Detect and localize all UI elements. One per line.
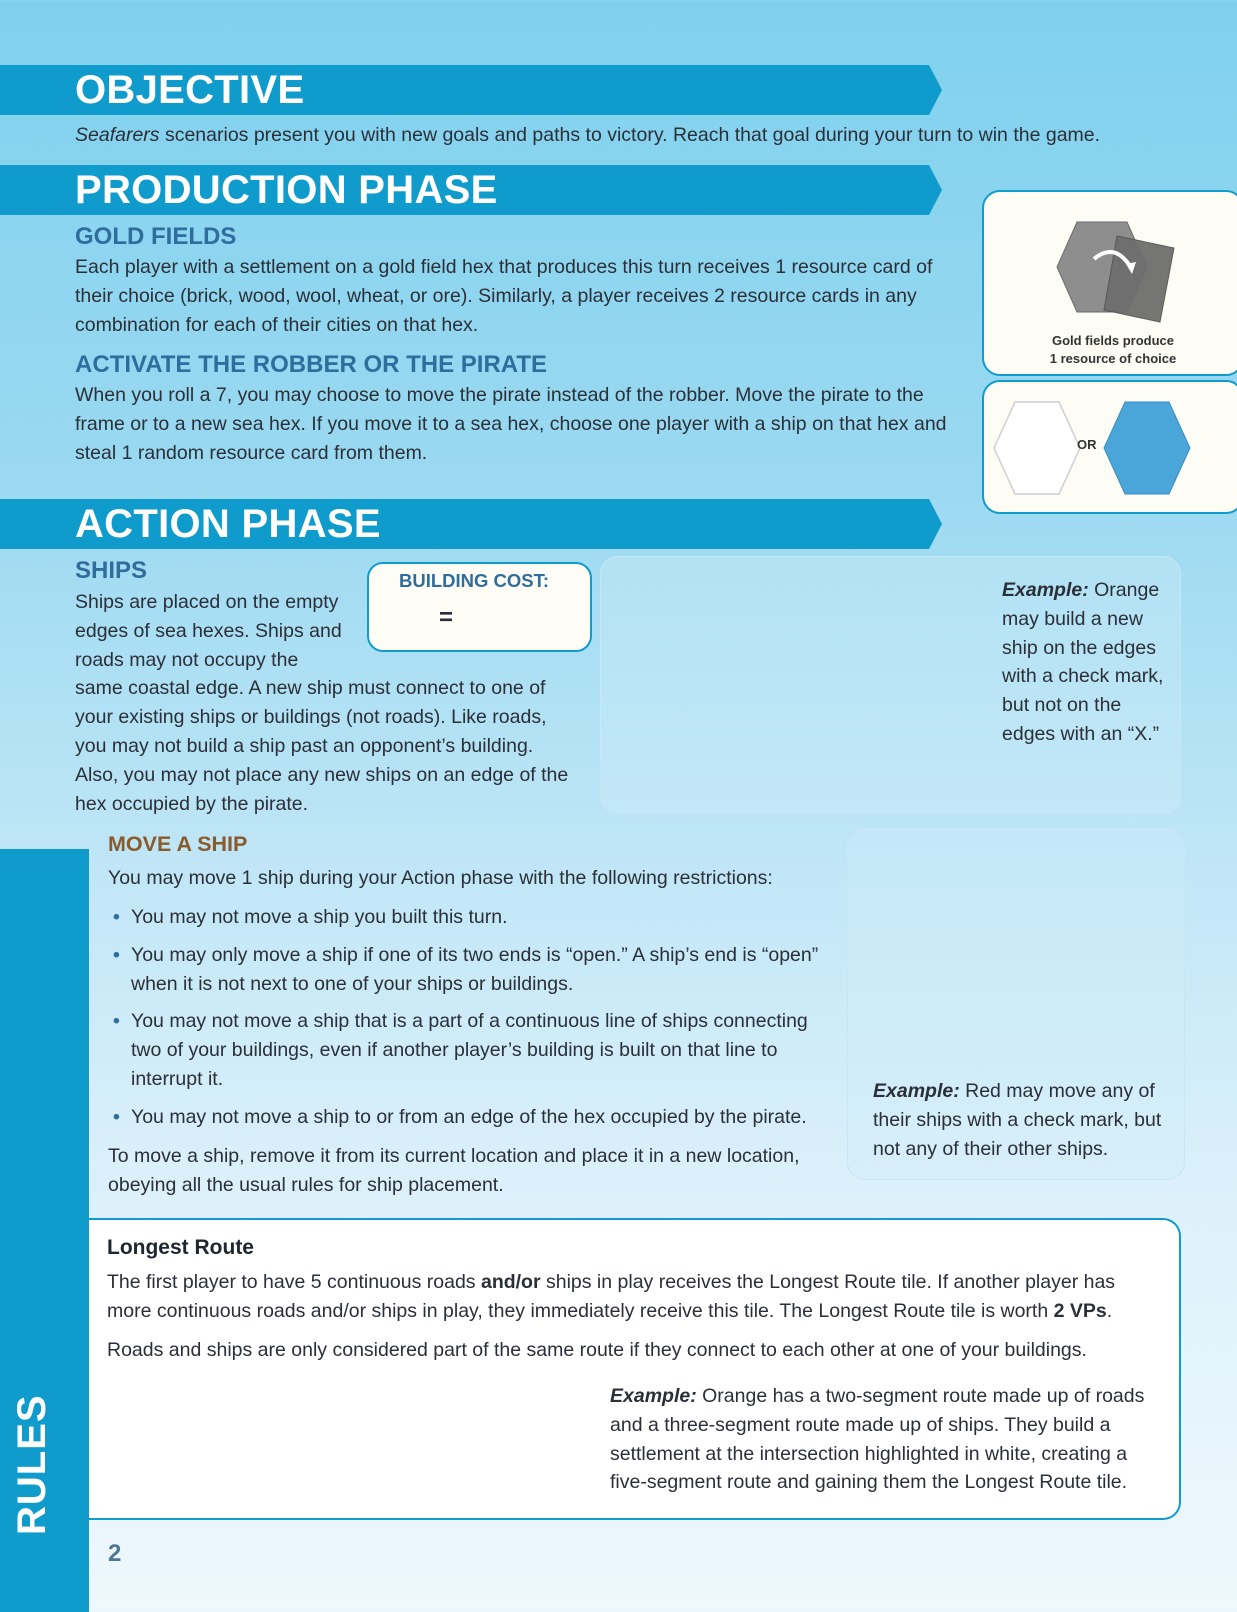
- gold-card-caption-line2: 1 resource of choice: [1049, 351, 1177, 366]
- longest-route-p2: Roads and ships are only considered part of the same route if they connect to each other at one of your buildings.: [107, 1339, 1087, 1361]
- building-cost-equals: =: [439, 604, 454, 631]
- building-cost-label: BUILDING COST:: [399, 570, 550, 591]
- robber-pirate-text: When you roll a 7, you may choose to move the pirate instead of the robber. Move the pirate to the frame or to a new sea hex. If you move it to a sea hex, choose one player with a ship on that hex and steal 1 random resource card from them.: [75, 384, 947, 464]
- sea-hex-icon: [1102, 400, 1192, 496]
- production-heading: PRODUCTION PHASE: [75, 168, 498, 212]
- gold-hex-resource-icon: [1022, 214, 1222, 344]
- move-ship-outro: To move a ship, remove it from its current location and place it in a new location, obeying all the usual rules for ship placement.: [108, 1145, 800, 1196]
- page-number: 2: [108, 1540, 122, 1567]
- move-rule-item: • You may only move a ship if one of its two ends is “open.” A ship’s end is “open” when it is not next to one of your ships or buildings.: [108, 941, 843, 999]
- frame-hex-icon: [992, 400, 1082, 496]
- gold-fields-text: Each player with a settlement on a gold field hex that produces this turn receives 1 resource card of their choice (brick, wood, wool, wheat, or ore). Similarly, a player receives 2 resource cards in any combination for each of their cities on that hex.: [75, 256, 933, 336]
- ships-example: Example: Orange may build a new ship on the edges with a check mark, but not on the edges with an “X.”: [1002, 579, 1164, 745]
- longest-route-box: [89, 1218, 1181, 1520]
- or-label: OR: [1077, 437, 1097, 452]
- longest-route-p1: The first player to have 5 continuous roads and/or ships in play receives the Longest Route tile. If another player has more continuous roads and/or ships in play, they immediately receive this tile. The Longest Route tile is worth 2 VPs.: [107, 1271, 1116, 1322]
- bullet-icon: •: [113, 906, 120, 928]
- gold-fields-heading: GOLD FIELDS: [75, 223, 237, 250]
- bullet-icon: •: [113, 943, 120, 966]
- objective-text: Seafarers scenarios present you with new goals and paths to victory. Reach that goal during your turn to win the game.: [75, 124, 1101, 146]
- move-rule-item: • You may not move a ship you built this turn.: [108, 903, 843, 932]
- rules-section-label: RULES: [10, 1394, 54, 1535]
- move-rule-item: • You may not move a ship that is a part of a continuous line of ships connecting two of your buildings, even if another player’s building is built on that line to interrupt it.: [108, 1007, 843, 1093]
- move-ship-rules-list: [108, 903, 843, 1141]
- objective-heading: OBJECTIVE: [75, 68, 305, 112]
- ships-text: Ships are placed on the empty edges of sea hexes. Ships and roads may not occupy the same coastal edge. A new ship must connect to one of your existing ships or buildings (not roads). Like roads, you may not build a ship past an opponent’s building. Also, you may not place any new ships on an edge of the hex occupied by the pirate.: [75, 591, 569, 815]
- longest-route-title: Longest Route: [107, 1236, 254, 1259]
- gold-card-caption-line1: Gold fields produce: [1051, 333, 1175, 348]
- bullet-icon: •: [113, 1010, 120, 1033]
- gold-fields-card: [982, 190, 1237, 376]
- robber-pirate-card: [982, 380, 1237, 514]
- move-rule-item: • You may not move a ship to or from an edge of the hex occupied by the pirate.: [108, 1103, 843, 1132]
- move-example: Example: Red may move any of their ships with a check mark, but not any of their other ships.: [873, 1080, 1162, 1160]
- move-ship-heading: MOVE A SHIP: [108, 832, 248, 856]
- action-heading: ACTION PHASE: [75, 502, 381, 546]
- robber-pirate-heading: ACTIVATE THE ROBBER OR THE PIRATE: [75, 351, 548, 378]
- longest-route-example: Example: Orange has a two-segment route made up of roads and a three-segment route made up of ships. They build a settlement at the intersection highlighted in white, creating a five-segment route and gaining them the Longest Route tile.: [610, 1385, 1145, 1494]
- ships-heading: SHIPS: [75, 557, 148, 584]
- bullet-icon: •: [113, 1105, 120, 1128]
- move-ship-intro: You may move 1 ship during your Action phase with the following restrictions:: [108, 867, 773, 889]
